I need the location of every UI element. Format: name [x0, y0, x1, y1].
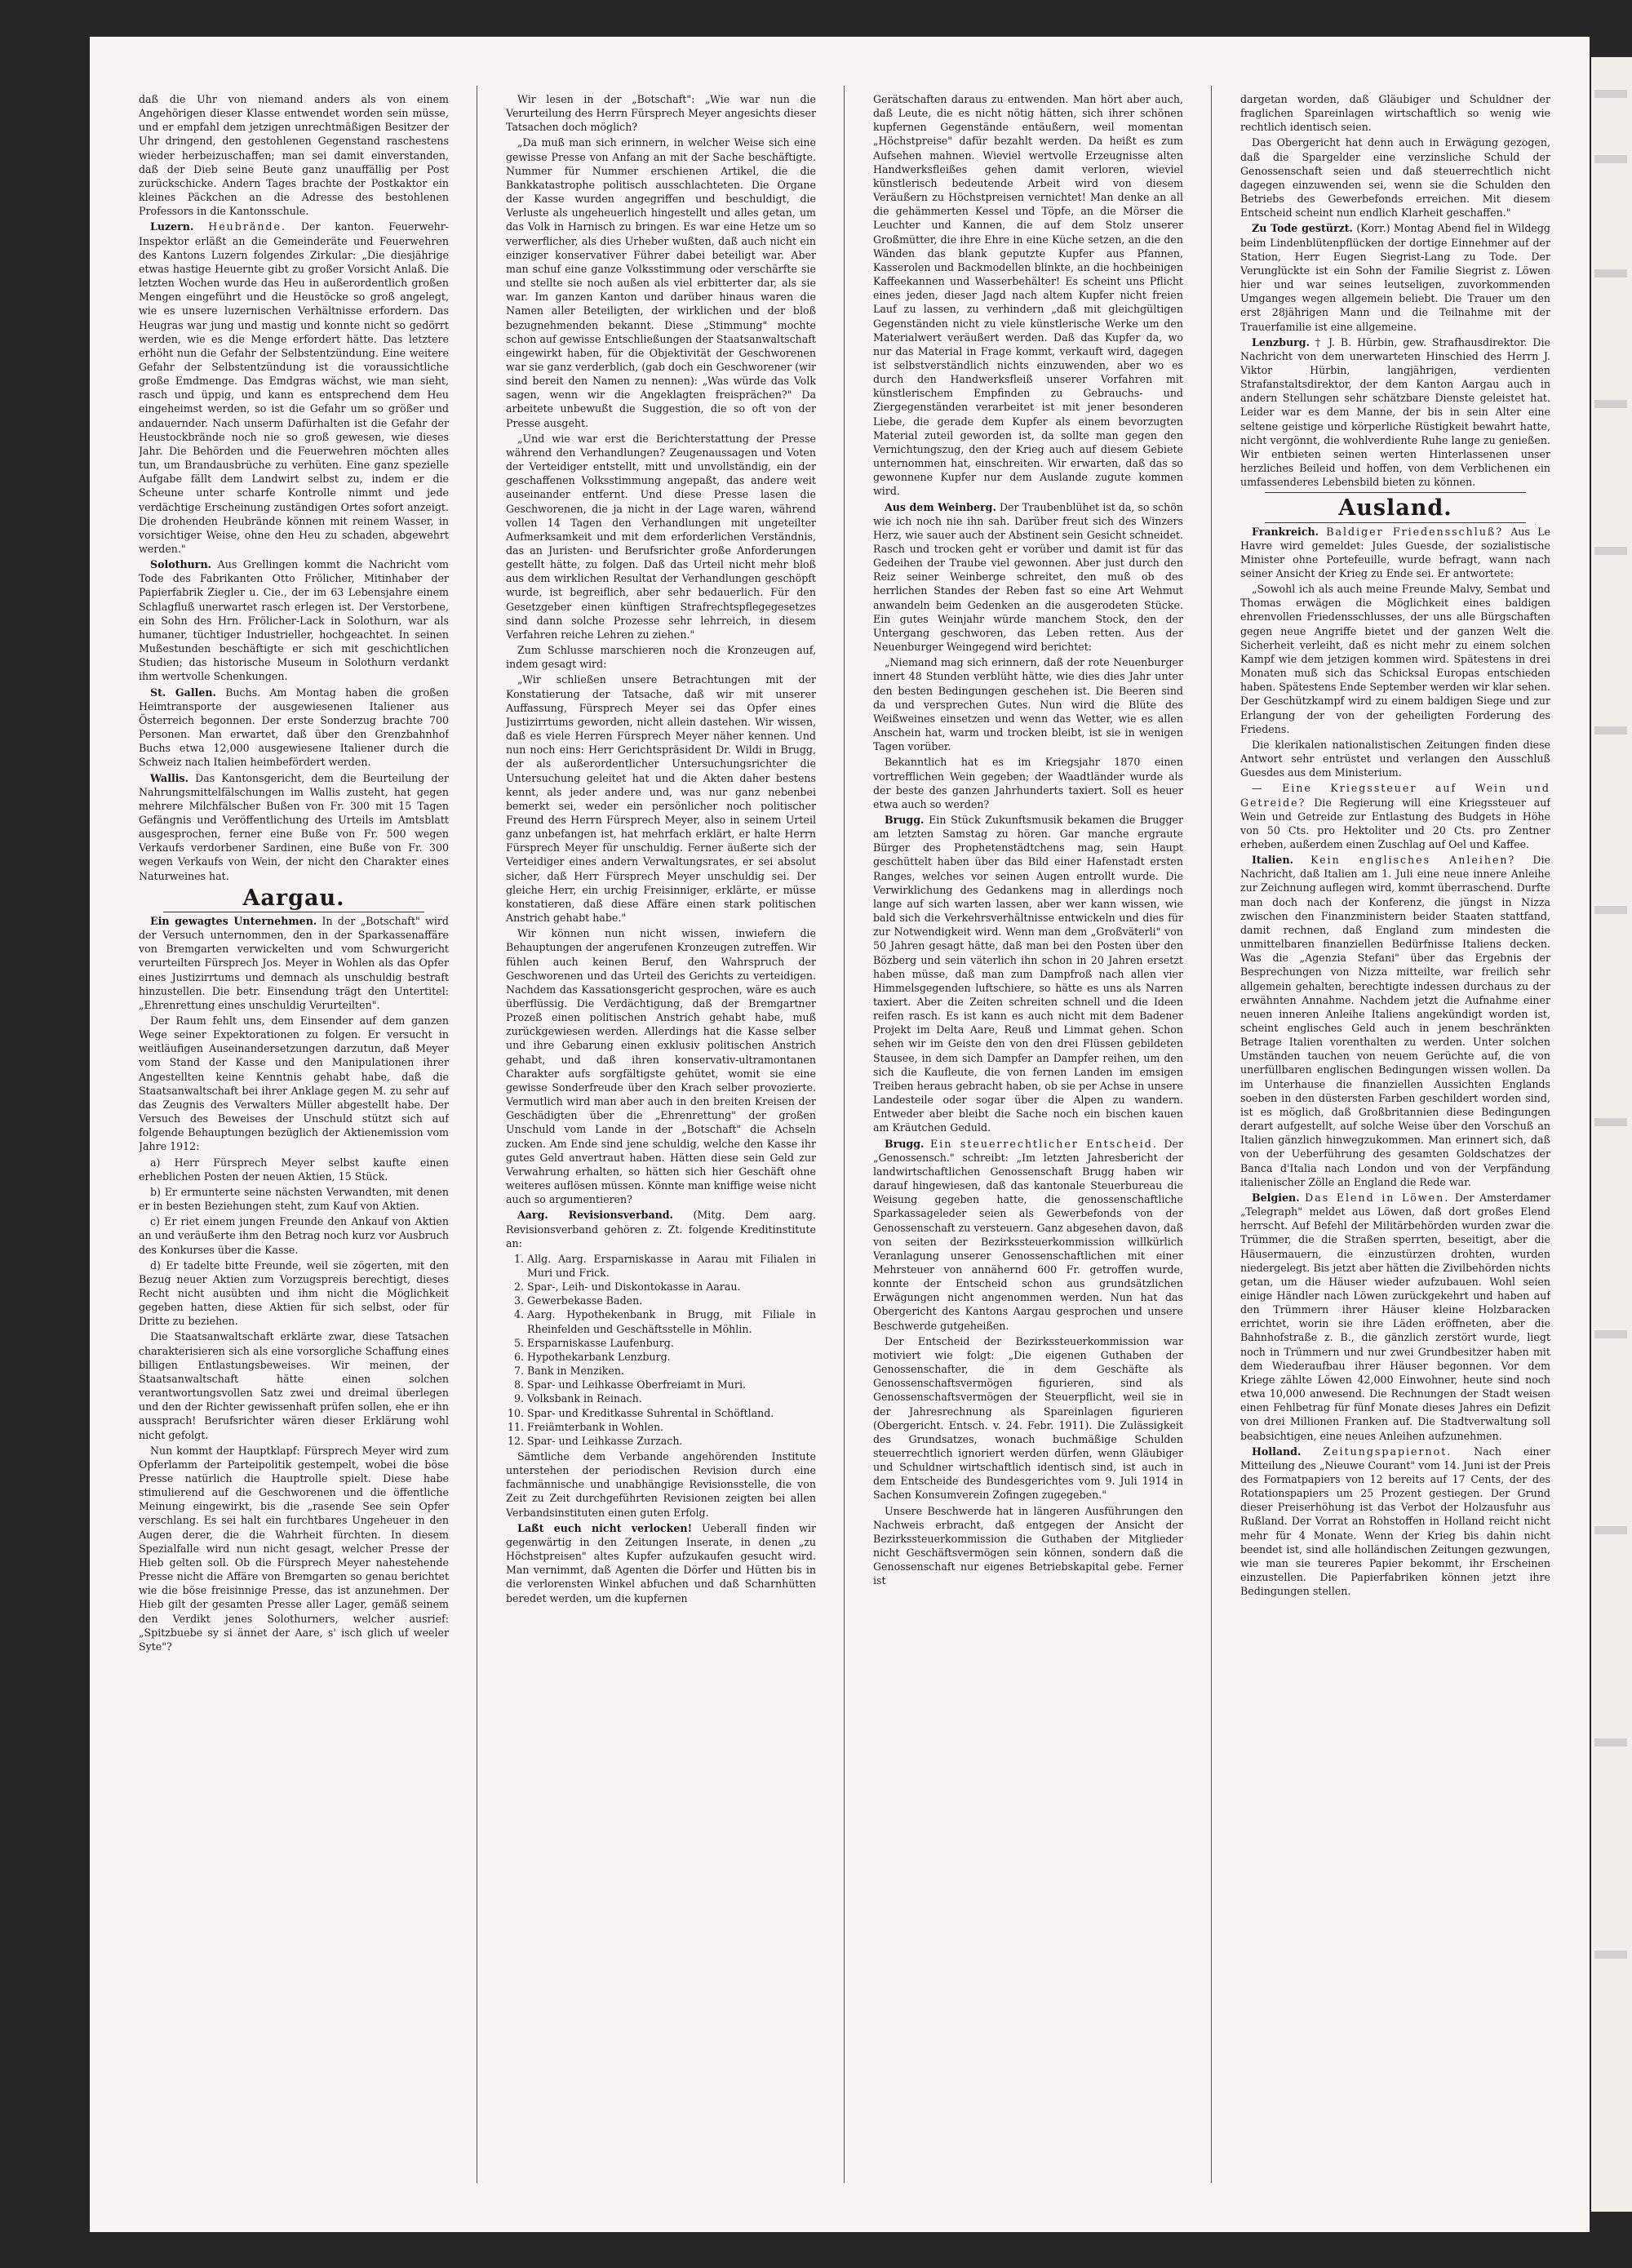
- article-text: Das Obergericht hat denn auch in Erwägung gezogen, daß die Spargelder eine verzinsliche Schuld der Genossenschaft seien und daß steuerrechtlich nicht dagegen einzuwenden sei, wenn sie die Schulden den Betriebs des Gewerbefonds erreichen. Mit diesem Entscheid scheint nun endlich Klarheit geschaffen.": [1240, 136, 1550, 220]
- article-text: Aus Le Havre wird gemeldet: Jules Guesde, der sozialistische Minister ohne Portefeuille, wurde befragt, wann nach seiner Ansicht der Krieg zu Ende sei. Er antwortete:: [1240, 525, 1550, 579]
- adjacent-page-edge: [1591, 57, 1632, 2212]
- article-text: „Und wie war erst die Berichterstattung der Presse während den Verhandlungen? Zeugenaussagen und Voten der Verteidiger entstellt, mitt und unvollständig, ein der geschaffenen Volksstimmung angepaßt, das andere weit auseinander entfernt. Und diese Presse lasen die Geschworenen, die ja nicht in der Lage waren, während vollen 14 Tagen den Verhandlungen mit ungeteilter Aufmerksamkeit und mit dem erforderlichen Verständnis, das an Juristen- und Berufsrichter große Anforderungen gestellt hätte, zu folgen. Daß das Urteil nicht mehr bloß aus dem wirklichen Resultat der Verhandlungen geschöpft wurde, ist begreiflich, aber sehr bedauerlich. Für den Gesetzgeber einen künftigen Strafrechtspflegegesetzes sind dann solche Prozesse sehr lehrreich, in diesem Verfahren reiche Lehren zu ziehen.": [506, 432, 816, 641]
- article-text: Zum Schlusse marschieren noch die Kronzeugen auf, indem gesagt wird:: [506, 644, 816, 671]
- article-text: Der „Genossensch." schreibt: „Im letzten Jahresbericht der landwirtschaftlichen Genossenschaft Brugg haben wir darauf hingewiesen, daß das kantonale Steuerbureau die Weisung gegeben hatte, die genossenschaftliche Sparkassageleder seien als Gewerbefonds von der Genossenschaft zu versteuern. Ganz abgesehen davon, daß von seiten der Bezirkssteuerkommission willkürlich Veranlagung unserer Genossenschaftlichen mit einer Mehrsteuer von annähernd 600 Fr. getroffen wurde, konnte der Entscheid schon aus grundsätzlichen Erwägungen nicht angenommen werden. Nun hat das Obergericht des Kantons Aargau gesprochen und unsere Beschwerde gutgeheißen.: [873, 1137, 1183, 1332]
- article-tod: [1240, 221, 1550, 333]
- column-2: [506, 92, 816, 2214]
- article-subheading: Heubrände.: [208, 220, 287, 233]
- article-text: Die klerikalen nationalistischen Zeitungen finden diese Antwort sehr entrüstet und verlangen den Ausschluß Guesdes aus dem Ministerium.: [1240, 738, 1550, 779]
- article-subheading: Ein gewagtes Unternehmen.: [150, 914, 317, 927]
- article-text: Wir lesen in der „Botschaft": „Wie war nun die Verurteilung des Herrn Fürsprech Meyer angesichts dieser Tatsachen doch möglich?: [506, 93, 816, 134]
- article-text: Ueberall finden wir gegenwärtig in den Zeitungen Inserate, in denen „zu Höchstpreisen" altes Kupfer aufzukaufen gesucht wird. Man vernimmt, daß Agenten die Dörfer und Hütten bis in die verlorensten Winkel abfuchen und daß Scharnhütten beredet werden, um die kupfernen: [506, 1521, 816, 1604]
- article-text: † J. B. Hürbin, gew. Strafhausdirektor. Die Nachricht von dem unerwarteten Hinschied des Herrn J. Viktor Hürbin, langjährigen, verdienten Strafanstaltsdirektor, der dem Kanton Aargau auch in andern Stellungen sehr schätzbare Dienste geleistet hat. Leider war es dem Manne, der bis in sein Alter eine seltene geistige und körperliche Rüstigkeit bewahrt hatte, nicht vergönnt, die wohlverdiente Ruhe lange zu genießen. Wir entbieten seinen werten Hinterlassenen unser herzliches Beileid und hoffen, von dem Verblichenen ein umfassenderes Lebensbild bieten zu können.: [1240, 335, 1550, 489]
- article-text: Der Traubenblühet ist da, so schön wie ich noch nie ihn sah. Darüber freut sich des Winzers Herz, wie sauer auch der Abstinent sein Gesicht schneidet. Rasch und trocken geht er vorüber und damit ist für das Gedeihen der Traube viel gewonnen. Aber just durch den Reiz seiner Weinberge schreitet, den muß ob des herrlichen Standes der Reben fast so eine Art Wehmut anwandeln beim Gedenken an die ausgerodeten Stücke. Ein gutes Weinjahr würde manchem Stock, den der Untergang geschworen, das Leben retten. Aus der Neuenburger Weingegend wird berichtet:: [873, 500, 1183, 654]
- list-item: 2. Spar-, Leih- und Diskontokasse in Aarau.: [527, 1280, 816, 1294]
- article-text: daß die Uhr von niemand anders als von einem Angehörigen dieser Klasse entwendet worden sein müsse, und er empfahl dem jetzigen unrechtmäßigen Besitzer der Uhr dringend, den gestohlenen Gegenstand raschestens wieder herbeizuschaffen; man sei damit einverstanden, daß der Dieb seine Beute ganz unauffällig per Post zurückschicke. Andern Tages brachte der Postkaktor ein kleines Päckchen an die Adresse des bestohlenen Professors in die Kantonsschule.: [139, 93, 449, 218]
- location-heading: Solothurn.: [150, 558, 211, 571]
- location-heading: Brugg.: [885, 1137, 925, 1150]
- article-brugg: [873, 813, 1183, 1135]
- article-luzern: [139, 220, 449, 556]
- article-text: Ein Stück Zukunftsmusik bekamen die Brugger am letzten Samstag zu hören. Gar manche ergraute Bürger des Prophetenstädtchens mag, sein Haupt geschüttelt haben über das Bild einer Hafenstadt ersten Ranges, welches vor seinen Augen entrollt wurde. Die Verwirklichung des Gedankens mag in allerdings noch lange auf sich warten lassen, aber wer kann wissen, wie bald sich die Verkehrsverhältnisse entwickeln und dies für zur Notwendigkeit wird. Wenn man dem „Großväterli" von 50 Jahren gesagt hätte, daß man bei den Posten über den Bözberg und sein väterlich ihn schon in 20 Jahren ersetzt haben müsse, daß man zum Dampfroß nach allen vier Himmelsgegenden luftschiere, so hätte es uns als Narren taxiert. Aber die Zeiten schreiten schnell und die Ideen reifen rasch. Es ist kann es auch nicht mit dem Badener Projekt im Delta Aare, Reuß und Limmat gehen. Schon sehen wir im Geiste den von den drei Flüssen gebildeten Stausee, in dem sich Dampfer an Dampfer reihen, um den sich die Kaufleute, die von fernen Landen im emsigen Treiben heraus gebracht haben, ob sie per Achse in unsere Landesteile oder sogar über die Alpen zu wandern. Entweder aber bleibt die Sache noch ein bischen kauen am Kräutchen Geduld.: [873, 813, 1183, 1134]
- article-text: „Da muß man sich erinnern, in welcher Weise sich eine gewisse Presse von Anfang an mit der Sache beschäftigte. Nummer für Nummer erschienen Artikel, die die Bankkatastrophe politisch ausschlachteten. Die Organe der Kasse wurden angegriffen und beschuldigt, die Verluste als ungeheuerlich hingestellt und alles getan, um das Volk in Harnisch zu bringen. Es war eine Hetze um so verwerflicher, als dies Urheber wußten, daß auch nicht ein einziger konservativer Führer dabei beteiligt war. Aber man schuf eine ganze Volksstimmung oder verschärfte sie und stellte sie noch außen als viel erbitterter dar, als sie war. Im ganzen Kanton und darüber hinaus waren die Namen aller Beteiligten, der wirklichen und der bloß bezugnehmenden bekannt. Diese „Stimmung" mochte schon auf gewisse Entschließungen der Staatsanwaltschaft eingewirkt haben, für die Objektivität der Geschworenen war sie ganz verderblich, (gab doch ein Geschworener (wir sind bereit den Namen zu nennen): „Was würde das Volk sagen, wenn wir die Angeklagten freisprächen?" Da arbeitete unbewußt die Suggestion, die so oft von der Presse ausgeht.: [506, 136, 816, 429]
- article-text: „Wir schließen unsere Betrachtungen mit der Konstatierung der Tatsache, daß wir mit unserer Auffassung, Fürsprech Meyer sei das Opfer eines Justizirrtums geworden, nicht allein dastehen. Wir wissen, daß es viele Herren Fürsprech Meyer näher kennen. Und nun noch eins: Herr Gerichtspräsident Dr. Wildi in Brugg, der als außerordentlicher Untersuchungsrichter die Untersuchung geleitet hat und die Akten daher bestens kennt, als jeder andere und, was nur ganz nebenbei bemerkt sei, weder ein persönlicher noch politischer Freund des Herrn Fürsprech Meyer, also in seinem Urteil ganz unbefangen ist, hat mehrfach erklärt, er halte Herrn Fürsprech Meyer für unschuldig. Ferner äußerte sich der Verteidiger eines andern Verwaltungsrates, er sei absolut sicher, daß Herr Fürsprech Meyer unschuldig sei. Der gleiche Herr, ein urchig Freisinniger, erklärte, er müsse konstatieren, daß diese Affäre einen stark politischen Anstrich gehabt habe.": [506, 673, 816, 925]
- article-weinberg: [873, 500, 1183, 655]
- article-text: In der „Botschaft" wird der Versuch unternommen, den in der Sparkassenaffäre von Bremgarten verwickelten und vom Schwurgericht verurteilten Fürsprech Jos. Meyer in Wohlen als das Opfer eines Justizirrtums und demnach als unschuldig bestraft hinzustellen. Die betr. Einsendung trägt den Untertitel: „Ehrenrettung eines unschuldig Verurteilten".: [139, 914, 449, 1011]
- article-solothurn: [139, 557, 449, 683]
- location-heading: Frankreich.: [1252, 525, 1319, 538]
- article-text: Buchs. Am Montag haben die großen Heimtransporte der ausgewiesenen Italiener aus Österreich begonnen. Der erste Sonderzug brachte 700 Personen. Man erwartet, daß über den Grenzbahnhof Buchs etwa 12,000 ausgewiesene Italiener durch die Schweiz nach Italien heimbefördert werden.: [139, 686, 449, 769]
- list-item: 7. Bank in Menziken.: [527, 1364, 816, 1378]
- newspaper-page: [90, 37, 1590, 2232]
- section-title-ausland: Ausland.: [1338, 495, 1452, 522]
- article-text: (Korr.) Montag Abend fiel in Wildegg beim Lindenblütenpflücken der dortige Einnehmer auf der Station, Herr Eugen Siegrist-Lang zu Tode. Der Verunglückte ist ein Sohn der Familie Siegrist z. Löwen hier und war seines leutseligen, zuvorkommenden Umganges wegen allgemein beliebt. Die Trauer um den erst 28jährigen Mann und die Teilnahme mit der Trauerfamilie ist eine allgemeine.: [1240, 222, 1550, 333]
- article-text: Nun kommt der Hauptklapf: Fürsprech Meyer wird zum Opferlamm der Parteipolitik gestempelt, wobei die böse Presse natürlich die Hauptrolle spielt. Diese habe stimulierend auf die Geschworenen und die öffentliche Meinung eingewirkt, bis die „rasende See sein Opfer verschlang. Es sei halt ein furchtbares Ungeheuer in den Augen derer, die die Wahrheit fürchten. In diesem Spezialfalle wird nun nicht gesagt, welcher Presse der Hieb gelten soll. Ob die Fürsprech Meyer nahestehende Presse nicht die Affäre von Bremgarten so genau berichtet wie die böse freisinnige Presse, das ist anzunehmen. Der Hieb gilt der gesamten Presse aller Lager, gemäß seinem den Verdikt jenes Solothurners, welcher ausrief: „Spitzbuebe sy si ännet der Aare, s' isch glich uf weeler Syte"?: [139, 1444, 449, 1653]
- article-subheading: Zu Tode gestürzt.: [1252, 222, 1353, 235]
- article-subheading: Aus dem Weinberg.: [885, 500, 996, 513]
- article-brugg-steuer: [873, 1137, 1183, 1333]
- article-text: d) Er tadelte bitte Freunde, weil sie zögerten, mit den Bezug neuer Aktien zum Vorzugspreis berechtigt, dieses Recht nicht ausübten und ihm nicht die Möglichkeit gegeben hatten, diese Aktien für sich selbst, oder für Dritte zu beziehen.: [139, 1258, 449, 1328]
- article-text: (Mitg. Dem aarg. Revisionsverband gehören z. Zt. folgende Kreditinstitute an:: [506, 1209, 816, 1249]
- list-item: 8. Spar- und Leihkasse Oberfreiamt in Muri.: [527, 1378, 816, 1391]
- article-aargau: [139, 914, 449, 1012]
- location-heading: Wallis.: [150, 771, 189, 784]
- article-subheading: — Eine Kriegssteuer auf Wein und Getreide?: [1240, 782, 1550, 809]
- location-heading: Luzern.: [150, 220, 194, 233]
- location-heading: Holland.: [1252, 1445, 1302, 1458]
- article-subheading: Kein englisches Anleihen?: [1310, 854, 1516, 867]
- list-item: 1. Allg. Aarg. Ersparniskasse in Aarau mit Filialen in Muri und Frick.: [527, 1252, 816, 1280]
- list-item: 4. Aarg. Hypothekenbank in Brugg, mit Filiale in Rheinfelden und Geschäftsstelle in Möhlin.: [527, 1307, 816, 1335]
- article-text: Sämtliche dem Verbande angehörenden Institute unterstehen der periodischen Revision durch eine fachmännische und unabhängige Revisionsstelle, die von Zeit zu Zeit durchgeführten Revisionen zeigten bei allen Verbandsinstituten einen guten Erfolg.: [506, 1450, 816, 1519]
- article-wallis: [139, 771, 449, 883]
- list-item: 11. Freiämterbank in Wohlen.: [527, 1420, 816, 1434]
- article-holland: [1240, 1445, 1550, 1599]
- column-1: [139, 92, 449, 2214]
- column-rule: [1211, 86, 1212, 2183]
- institute-list: [527, 1252, 816, 1448]
- article-italien: [1240, 853, 1550, 1189]
- article-subheading: Zeitungspapiernot.: [1323, 1445, 1452, 1458]
- location-heading: Italien.: [1252, 854, 1293, 867]
- list-item: 12. Spar- und Leihkasse Zurzach.: [527, 1434, 816, 1448]
- list-item: 10. Spar- und Kreditkasse Suhrental in Schöftland.: [527, 1406, 816, 1420]
- column-rule: [844, 86, 845, 2183]
- article-lenzburg: [1240, 335, 1550, 490]
- article-stgallen: [139, 686, 449, 770]
- article-text: Nach einer Mitteilung des „Nieuwe Courant" vom 14. Juni ist der Preis des Formatpapiers von 12 bereits auf 17 Cents, der des Rotationspapiers um 25 Prozent gestiegen. Der Grund dieser Preiserhöhung ist das Verbot der Holzausfuhr aus Rußland. Der Vorrat an Rohstoffen in Holland reicht nicht mehr für 4 Monate. Wenn der Krieg bis dahin nicht beendet ist, sind alle holländischen Zeitungen gezwungen, wie man sie teureres Papier bekommt, ihr Erscheinen einzustellen. Die Papierfabriken können jetzt ihre Bedingungen stellen.: [1240, 1445, 1550, 1598]
- column-3: [873, 92, 1183, 2214]
- section-rule: [1265, 522, 1526, 523]
- article-subheading: Baldiger Friedensschluß?: [1326, 525, 1504, 538]
- article-subheading: Aarg. Revisionsverband.: [517, 1209, 673, 1222]
- article-text: Der Entscheid der Bezirkssteuerkommission war motiviert wie folgt: „Die eigenen Guthaben der Genossenschafter, die in dem Geschäfte als Genossenschaftsvermögen figurieren, sind als Genossenschaftsvermögen der Steuerpflicht, weil sie in der Jahresrechnung als Spareinlagen figurieren (Obergericht. Entsch. v. 24. Febr. 1911). Die Zulässigkeit des Grundsatzes, wonach buchmäßige Schulden steuerrechtlich ignoriert werden dürfen, wenn Gläubiger und Schuldner wirtschaftlich identisch sind, ist auch in dem Entscheide des Bundesgerichtes vom 9. Juli 1914 in Sachen Konsumverein Zofingen zugegeben.": [873, 1334, 1183, 1502]
- article-text: c) Er riet einem jungen Freunde den Ankauf von Aktien an und veräußerte ihm den Betrag noch kurz vor Ausbruch des Konkurses über die Kasse.: [139, 1215, 449, 1256]
- list-item: 9. Volksbank in Reinach.: [527, 1391, 816, 1405]
- article-text: Unsere Beschwerde hat in längeren Ausführungen den Nachweis erbracht, daß entgegen der Ansicht der Bezirkssteuerkommission die Guthaben der Mitglieder nicht Geschäftsvermögen sein können, sondern daß die Genossenschaft nur eigenes Betriebskapital gebe. Ferner ist: [873, 1504, 1183, 1587]
- article-text: Aus Grellingen kommt die Nachricht vom Tode des Fabrikanten Otto Frölicher, Mitinhaber der Papierfabrik Ziegler u. Cie., der im 63 Lebensjahre einem Schlagfluß unerwartet rasch erlegen ist. Der Verstorbene, ein Sohn des Hrn. Frölicher-Lack in Solothurn, war als humaner, tüchtiger Industrieller, hochgeachtet. In seinen Mußestunden beschäftigte er sich mit geschichtlichen Studien; das historische Museum in Solothurn verdankt ihm wertvolle Schenkungen.: [139, 558, 449, 683]
- location-heading: Brugg.: [885, 813, 925, 826]
- article-text: Die Staatsanwaltschaft erklärte zwar, diese Tatsachen charakterisieren sich als eine vorsorgliche Schaffung eines billigen Entlastungsbeweises. Wir meinen, der Staatsanwaltschaft hätte einen solchen verantwortungsvollen Satz zwei und dreimal überlegen und den der Richter gewissenhaft prüfen sollen, ehe er ihn aussprach! Berufsrichter wären dieser Erklärung wohl nicht gefolgt.: [139, 1330, 449, 1441]
- article-text: Wir können nun nicht wissen, inwiefern die Behauptungen der angerufenen Kronzeugen zutreffen. Wir fühlen auch keinen Beruf, den Wahrspruch der Geschworenen und das Urteil des Gerichts zu verteidigen. Nachdem das Kassationsgericht gesprochen, wäre es auch überflüssig. Die Verdächtigung, daß der Bremgartner Prozeß einen politischen Anstrich gehabt habe, muß zurückgewiesen werden. Allerdings hat die Kasse selber und ihre Gebarung einen exklusiv politischen Anstrich gehabt, und daß ihren konservativ-ultramontanen Charakter aufs sorgfältigste gehütet, womit sie eine gewisse Sonderfreude über den Krach selber provozierte. Vermutlich wird man aber auch in den breiten Kreisen der Geschädigten über die „Ehrenrettung" der großen Unschuld vom Lande in der „Botschaft" die Achseln zucken. Am Ende sind jene schuldig, welche den Kasse ihr gutes Geld anvertraut haben. Hätten diese sein Geld zur Verwahrung erhalten, so hätten sich hier Geschäft ohne weiteres auflösen müssen. Könnte man kniffige weise nicht auch so argumentieren?: [506, 927, 816, 1206]
- article-text: Bekanntlich hat es im Kriegsjahr 1870 einen vortrefflichen Wein gegeben; der Waadtländer wurde als der beste des ganzen Jahrhunderts taxiert. Soll es heuer etwa auch so werden?: [873, 756, 1183, 810]
- article-subheading: Laßt euch nicht verlocken!: [517, 1521, 693, 1534]
- section-rule: [1265, 492, 1526, 493]
- article-frankreich: [1240, 525, 1550, 581]
- location-heading: St. Gallen.: [150, 686, 216, 699]
- section-title-aargau: Aargau.: [242, 885, 345, 911]
- article-belgien: [1240, 1191, 1550, 1443]
- article-text: Das Kantonsgericht, dem die Beurteilung der Nahrungsmittelfälschungen im Wallis zusteht, hat gegen mehrere Milchfälscher Bußen von Fr. 300 mit 15 Tagen Gefängnis und Veröffentlichung des Urteils im Amtsblatt ausgesprochen, ferner eine Buße von Fr. 500 wegen Verkaufs verdorbener Sardinen, eine Buße von Fr. 300 wegen Verkaufs von Wein, der nicht den Charakter eines Naturweines hat.: [139, 771, 449, 882]
- article-subheading: Ein steuerrechtlicher Entscheid.: [929, 1137, 1158, 1150]
- article-text: a) Herr Fürsprech Meyer selbst kaufte einen erheblichen Posten der neuen Aktien, 15 Stück.: [139, 1156, 449, 1183]
- article-text: „Niemand mag sich erinnern, daß der rote Neuenburger innert 48 Stunden verblüht hätte, wie dies dies Jahr unter den besten Bedingungen geschehen ist. Die Beeren sind da und versprechen Gutes. Nun wird die Blüte des Weißweines einsetzen und wenn das Wetter, wie es allen Anschein hat, warm und trocken bleibt, ist sie in wenigen Tagen vorüber.: [873, 656, 1183, 753]
- location-heading: Belgien.: [1252, 1191, 1300, 1204]
- article-subheading: Das Elend in Löwen.: [1305, 1191, 1450, 1204]
- list-item: 6. Hypothekarbank Lenzburg.: [527, 1350, 816, 1364]
- article-text: „Sowohl ich als auch meine Freunde Malvy, Sembat und Thomas erwägen die Möglichkeit eines baldigen ehrenvollen Friedensschlusses, der uns alle Bürgschaften gegen neue Angriffe bietet und der ganzen Welt die Sicherheit verleiht, daß es nicht mehr zu einem solchen Kampf wie dem jetzigen kommen wird. Spätestens in drei Monaten muß sich das Schicksal Europas entschieden haben. Spätestens Ende September werden wir klar sehen. Der Geschützkampf wird zu einem baldigen Siege und zur Erlangung der von der geheiligten Forderung des Friedens.: [1240, 583, 1550, 735]
- list-item: 5. Ersparniskasse Laufenburg.: [527, 1336, 816, 1350]
- article-text: Der kanton. Feuerwehr-Inspektor erläßt an die Gemeinderäte und Feuerwehren des Kantons Luzern folgendes Zirkular: „Die diesjährige etwas hastige Heuernte gibt zu großer Vorsicht Anlaß. Die letzten Wochen wurde das Heu in außerordentlich großen Mengen eingeführt und die Heustöcke so groß angelegt, wie es unsere luzernischen Verhältnisse erfordern. Das Heugras war jung und mastig und konnte nicht so gedörrt werden, wie es die Menge erfordert hätte. Das letztere erhöht nun die Gefahr der Selbstentzündung. Eine weitere Gefahr der Selbstentzündung ist die voraussichtliche große Emdmenge. Das Emdgras wächst, wie man sieht, rasch und üppig, und kann es entsprechend dem Heu eingeheimst werden, so ist die Gefahr um so größer und andauernder. Nach unserm Dafürhalten ist die Gefahr der Heustockbrände noch nie so groß gewesen, wie dieses Jahr. Die Behörden und die Feuerwehren möchten alles tun, um Brandausbrüche zu verhüten. Eine ganz spezielle Aufgabe fällt dem Landwirt selbst zu, indem er die Scheune unter scharfe Kontrolle nimmt und jede verdächtige Erscheinung zuständigen Ortes sofort anzeigt. Die drohenden Heubrände können mit reinem Wasser, in vorsichtiger Weise, ohne den Heu zu schaden, abgewehrt werden.": [139, 220, 449, 555]
- location-heading: Lenzburg.: [1252, 335, 1310, 348]
- article-revisionsverband: [506, 1208, 816, 1249]
- article-kupfer: [506, 1521, 816, 1605]
- article-text: Die Nachricht, daß Italien am 1. Juli eine neue innere Anleihe zur Zeichnung auflegen wird, kommt überraschend. Durfte man doch nach der Konferenz, die jüngst in Nizza zwischen den Finanzministern beider Staaten stattfand, damit rechnen, daß England zum mindesten die unmittelbaren finanziellen Bedürfnisse Italiens decken. Was die „Agenzia Stefani" über das Ergebnis der Besprechungen von Nizza mitteilte, war freilich sehr allgemein gehalten, berechtigte indessen durchaus zu der erwähnten Annahme. Nachdem jetzt die Aufnahme einer neuen inneren Anleihe Italiens angekündigt worden ist, scheint englisches Geld auch in jenem beschränkten Betrage Italien vorenthalten zu werden. Unter solchen Umständen tauchen von neuem Gerüchte auf, die von unerfüllbaren englischen Bedingungen wissen wollen. Da im Unterhause die finanziellen Aussichten Englands soeben in den düstersten Farben geschildert worden sind, ist es möglich, daß Großbritannien diese Bedingungen derart aufgestellt, auf solche Weise über den Vorschuß an Italien gänzlich hinwegzukommen. Man erinnert sich, daß von der Ueberführung des gesamten Goldschatzes der Banca d'Italia nach London und von der Verpfändung italienischer Zölle an England die Rede war.: [1240, 854, 1550, 1188]
- article-text: Der Amsterdamer „Telegraph" meldet aus Löwen, daß dort großes Elend herrscht. Auf Befehl der Militärbehörden wurden zwar die Trümmer, die die Straßen sperrten, beseitigt, aber die Häusermauern, die einzustürzen drohten, wurden niedergelegt. Bis jetzt aber hätten die Zivilbehörden nichts getan, um die Häuser wieder aufzubauen. Wohl seien einige Händler nach Löwen zurückgekehrt und haben auf den Trümmern ihrer Häuser kleine Holzbaracken errichtet, worin sie ihre Läden eröffneten, aber die Bahnhofstraße z. B., die gänzlich zerstört wurde, liegt noch in Trümmern und nur zwei Grundbesitzer haben mit dem Wiederaufbau ihrer Häuser begonnen. Vor dem Kriege zählte Löwen 42,000 Einwohner, heute sind noch etwa 10,000 anwesend. Die Rechnungen der Stadt weisen einen Fehlbetrag für fünf Monate dieses Jahres ein Defizit von drei Millionen Franken auf. Die Stadtverwaltung soll beabsichtigen, eine neues Anleihen aufzunehmen.: [1240, 1191, 1550, 1442]
- article-text: b) Er ermunterte seine nächsten Verwandten, mit denen er in besten Beziehungen steht, zum Kauf von Aktien.: [139, 1185, 449, 1213]
- article-text: Die Regierung will eine Kriegssteuer auf Wein und Getreide zur Entlastung des Budgets in Höhe von 50 Cts. pro Hektoliter und 20 Cts. pro Zentner erheben, außerdem einen Zuschlag auf Oel und Kaffee.: [1240, 796, 1550, 850]
- article-text: dargetan worden, daß Gläubiger und Schuldner der fraglichen Spareinlagen wirtschaftlich so wenig wie rechtlich identisch seien.: [1240, 93, 1550, 134]
- article-kriegssteuer: [1240, 781, 1550, 851]
- column-4: [1240, 92, 1550, 2214]
- list-item: 3. Gewerbekasse Baden.: [527, 1294, 816, 1307]
- article-text: Gerätschaften daraus zu entwenden. Man hört aber auch, daß Leute, die es nicht nötig hätten, sich ihrer schönen kupfernen Gegenstände entäußern, weil momentan „Höchstpreise" dafür bezahlt werden. Da heißt es zum Aufsehen mahnen. Wieviel wertvolle Erzeugnisse alten Handwerksfleißes gehen damit verloren, wieviel künstlerisch bedeutende Arbeit wird von diesem Veräußern zu Höchstpreisen vernichtet! Man denke an all die gehämmerten Kessel und Töpfe, an die Mörser die Leuchter und Kannen, die auf dem Stolz unserer Großmütter, die ihre Ehre in eine Küche setzen, an die den Wänden das blank geputzte Kupfer aus Pfannen, Kasserolen und Backmodellen blinkte, an die hochbeinigen Kaffeekannen und Wasserbehälter! Es scheint uns Pflicht eines jeden, dieser Jagd nach altem Kupfer nicht freien Lauf zu lassen, zu verhindern „daß mit gleichgültigen Gegenständen nicht zu viele künstlerische Werke um den Materialwert veräußert werden. Daß das Kupfer da, wo nur das Material in Frage kommt, verkauft wird, dagegen ist selbstverständlich nichts einzuwenden, aber wo es durch den Handwerksfleiß unserer Vorfahren mit künstlerischem Empfinden zu Gebrauchs- und Ziergegenständen verarbeitet ist mit jener besonderen Liebe, die gerade dem Kupfer als einem bevorzugten Material zuteil geworden ist, da sollte man gegen den Vernichtungszug, den der Krieg auch auf diesem Gebiete unternommen hat, einschreiten. Wir erwarten, daß das so gewonnene Kupfer nur dem Auslande zugute kommen wird.: [873, 93, 1183, 498]
- article-text: Der Raum fehlt uns, dem Einsender auf dem ganzen Wege seiner Expektorationen zu folgen. Er versucht in weitläufigen Auseinandersetzungen darzutun, daß Meyer vom Stand der Kasse und den Manipulationen ihrer Angestellten keine Kenntnis gehabt habe, daß die Staatsanwaltschaft bei ihrer Anklage gegen M. zu sehr auf das Zeugnis des Verwalters Müller abgestellt habe. Der Versuch des Beweises der Unschuld stützt sich auf folgende Behauptungen bezüglich der Aktienemission vom Jahre 1912:: [139, 1014, 449, 1153]
